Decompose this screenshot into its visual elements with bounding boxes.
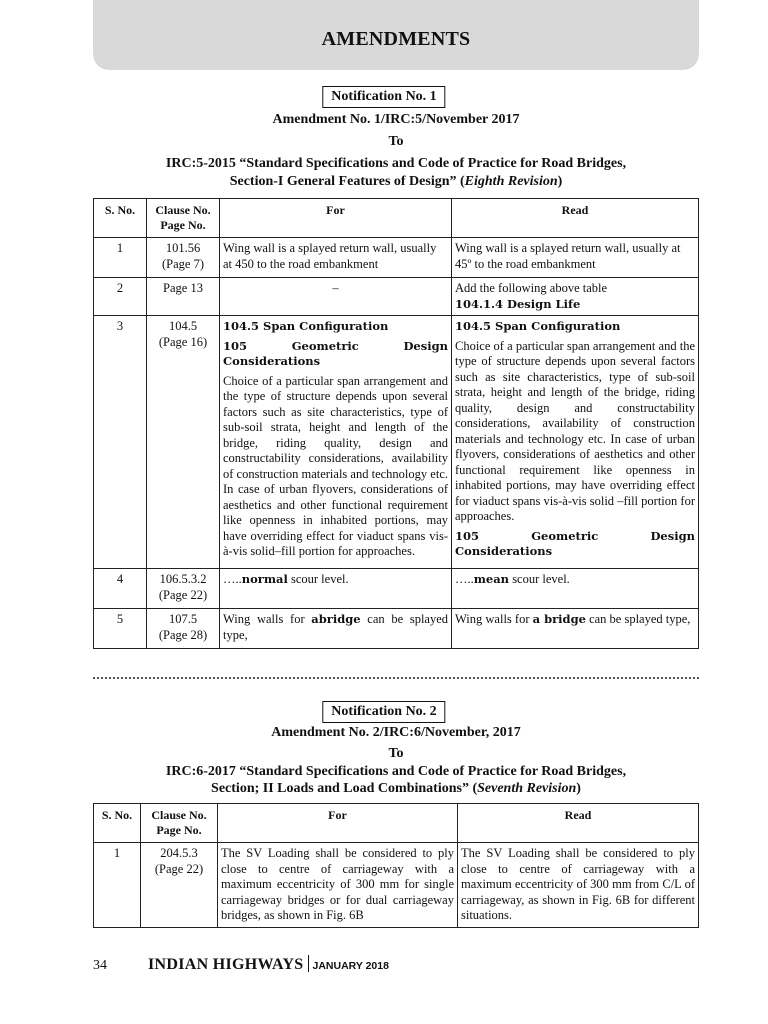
col-header-for: For bbox=[218, 804, 458, 843]
revision-text: Eighth Revision bbox=[464, 174, 558, 189]
table-header-row bbox=[94, 804, 699, 843]
cell-read: Wing wall is a splayed return wall, usually at 45º to the road embankment bbox=[452, 238, 699, 278]
page-footer bbox=[93, 955, 389, 974]
code-line2-close: ) bbox=[557, 174, 563, 189]
read-heading: 104.1.4 Design Life bbox=[455, 296, 581, 311]
table-row bbox=[94, 278, 699, 316]
cell-for bbox=[220, 609, 452, 649]
revision-text: Seventh Revision bbox=[477, 781, 577, 796]
col-header-read: Read bbox=[452, 199, 699, 238]
page-no: (Page 16) bbox=[158, 334, 208, 349]
cell-read bbox=[452, 278, 699, 316]
col-header-clause-b: Page No. bbox=[160, 218, 206, 232]
page-no: (Page 28) bbox=[158, 627, 208, 642]
cell-sno: 5 bbox=[94, 609, 147, 649]
page-no: (Page 22) bbox=[154, 861, 204, 876]
cell-read bbox=[452, 609, 699, 649]
cell-clause bbox=[147, 238, 220, 278]
cell-clause bbox=[147, 278, 220, 316]
code-line2-text: Section-I General Features of Design” ( bbox=[229, 174, 465, 189]
clause-no: 107.5 bbox=[168, 612, 198, 626]
cell-sno: 4 bbox=[94, 569, 147, 609]
cell-for bbox=[220, 316, 452, 569]
read-prefix: ….. bbox=[455, 572, 474, 586]
cell-read: The SV Loading shall be considered to ply close to centre of carriageway with a maximum eccentricity of 300 mm from C/L of carriageway, as shown in Fig. 6B for different situations. bbox=[458, 843, 699, 928]
cell-sno: 3 bbox=[94, 316, 147, 569]
notification-2-amendment: Amendment No. 2/IRC:6/November, 2017 bbox=[271, 725, 521, 740]
notification-2-code-line2 bbox=[93, 781, 699, 797]
cell-clause bbox=[147, 569, 220, 609]
header-band bbox=[93, 0, 699, 70]
read-prefix: Wing walls for bbox=[455, 612, 533, 626]
cell-clause bbox=[141, 843, 218, 928]
amendment-table-1 bbox=[93, 198, 699, 649]
clause-no: Page 13 bbox=[163, 281, 203, 295]
cell-read bbox=[452, 316, 699, 569]
clause-no: 101.56 bbox=[165, 241, 201, 255]
notification-1-to: To bbox=[388, 134, 404, 149]
table-row bbox=[94, 609, 699, 649]
cell-read bbox=[452, 569, 699, 609]
read-bold: mean bbox=[473, 572, 510, 586]
cell-sno: 2 bbox=[94, 278, 147, 316]
table-row bbox=[94, 316, 699, 569]
notification-2-code-line1: IRC:6-2017 “Standard Specifications and Code of Practice for Road Bridges, bbox=[165, 764, 627, 779]
col-header-clause bbox=[141, 804, 218, 843]
col-header-clause-a: Clause No. bbox=[151, 808, 207, 822]
col-header-for: For bbox=[220, 199, 452, 238]
cell-clause bbox=[147, 609, 220, 649]
for-prefix: Wing walls for bbox=[223, 612, 312, 626]
read-suffix: scour level. bbox=[509, 572, 570, 586]
table-header-row bbox=[94, 199, 699, 238]
read-heading-2: 105 Geometric Design Considerations bbox=[455, 528, 695, 558]
for-heading-2: 105 Geometric Design Considerations bbox=[223, 338, 448, 368]
read-bold: a bridge bbox=[532, 612, 586, 626]
notification-1-code-line1: IRC:5-2015 “Standard Specifications and Code of Practice for Road Bridges, bbox=[165, 156, 627, 171]
read-body: Choice of a particular span arrangement and the type of structure depends upon several factors such as site characteristics, type of sub-soil strata, height and length of the bridge, riding quality, design and constructability considerations, availability of construction materials and technology etc. In case of urban flyovers, considerations of aesthetics and other functional requirement like openness in inhabited portions, may have overriding effect for viaduct spans vis-à-vis solid –fill portion for approaches. bbox=[455, 338, 695, 523]
code-line2-text: Section; II Loads and Load Combinations” ( bbox=[211, 781, 478, 796]
cell-sno: 1 bbox=[94, 843, 141, 928]
for-suffix: can be splayed type, bbox=[223, 612, 449, 642]
cell-for: The SV Loading shall be considered to ply close to centre of carriageway with a maximum eccentricity of 300 mm for single carriageway bridges or for dual carriageway bridges, as shown in Fig. 6B bbox=[218, 843, 458, 928]
cell-for bbox=[220, 569, 452, 609]
clause-no: 204.5.3 bbox=[160, 846, 198, 860]
page-number: 34 bbox=[93, 958, 107, 973]
page-title: AMENDMENTS bbox=[321, 28, 471, 50]
page-no: (Page 22) bbox=[158, 587, 208, 602]
for-prefix: ….. bbox=[223, 572, 242, 586]
cell-for: Wing wall is a splayed return wall, usually at 450 to the road embankment bbox=[220, 238, 452, 278]
col-header-clause-a: Clause No. bbox=[155, 203, 211, 217]
col-header-read: Read bbox=[458, 804, 699, 843]
footer-separator bbox=[308, 955, 309, 972]
read-text: Add the following above table bbox=[455, 281, 608, 295]
amendment-table-2 bbox=[93, 803, 699, 928]
notification-1-label: Notification No. 1 bbox=[322, 86, 445, 108]
for-body: Choice of a particular span arrangement and the type of structure depends upon several factors such as site characteristics, type of sub-soil strata, height and length of the bridge, riding quality, design and constructability considerations, availability of construction materials and technology etc. In case of urban flyovers, considerations of aesthetics and other functional requirement like openness in inhabited portions, may have overriding effect for viaduct spans vis-à-vis solid–fill portion for approaches. bbox=[223, 373, 448, 558]
notification-2-label: Notification No. 2 bbox=[322, 701, 445, 723]
col-header-clause bbox=[147, 199, 220, 238]
section-divider bbox=[93, 677, 699, 679]
publication-name: INDIAN HIGHWAYS bbox=[148, 956, 304, 973]
for-bold: normal bbox=[241, 572, 288, 586]
clause-no: 106.5.3.2 bbox=[159, 572, 207, 586]
for-suffix: scour level. bbox=[287, 572, 349, 586]
col-header-sno: S. No. bbox=[94, 199, 147, 238]
table-row bbox=[94, 569, 699, 609]
col-header-sno: S. No. bbox=[94, 804, 141, 843]
clause-no: 104.5 bbox=[168, 319, 198, 333]
cell-sno: 1 bbox=[94, 238, 147, 278]
notification-1-amendment: Amendment No. 1/IRC:5/November 2017 bbox=[272, 112, 520, 127]
issue-date: JANUARY 2018 bbox=[312, 960, 389, 972]
for-bold: abridge bbox=[311, 612, 361, 626]
notification-2-to: To bbox=[388, 746, 404, 761]
page-no: (Page 7) bbox=[162, 256, 204, 271]
notification-1-code-line2 bbox=[93, 174, 699, 190]
for-heading-1: 104.5 Span Configuration bbox=[223, 319, 389, 333]
table-row bbox=[94, 843, 699, 928]
read-heading-1: 104.5 Span Configuration bbox=[455, 319, 621, 333]
table-row bbox=[94, 238, 699, 278]
col-header-clause-b: Page No. bbox=[156, 823, 202, 837]
code-line2-close: ) bbox=[576, 781, 581, 796]
read-suffix: can be splayed type, bbox=[585, 612, 691, 626]
cell-clause bbox=[147, 316, 220, 569]
cell-for: – bbox=[220, 278, 452, 316]
